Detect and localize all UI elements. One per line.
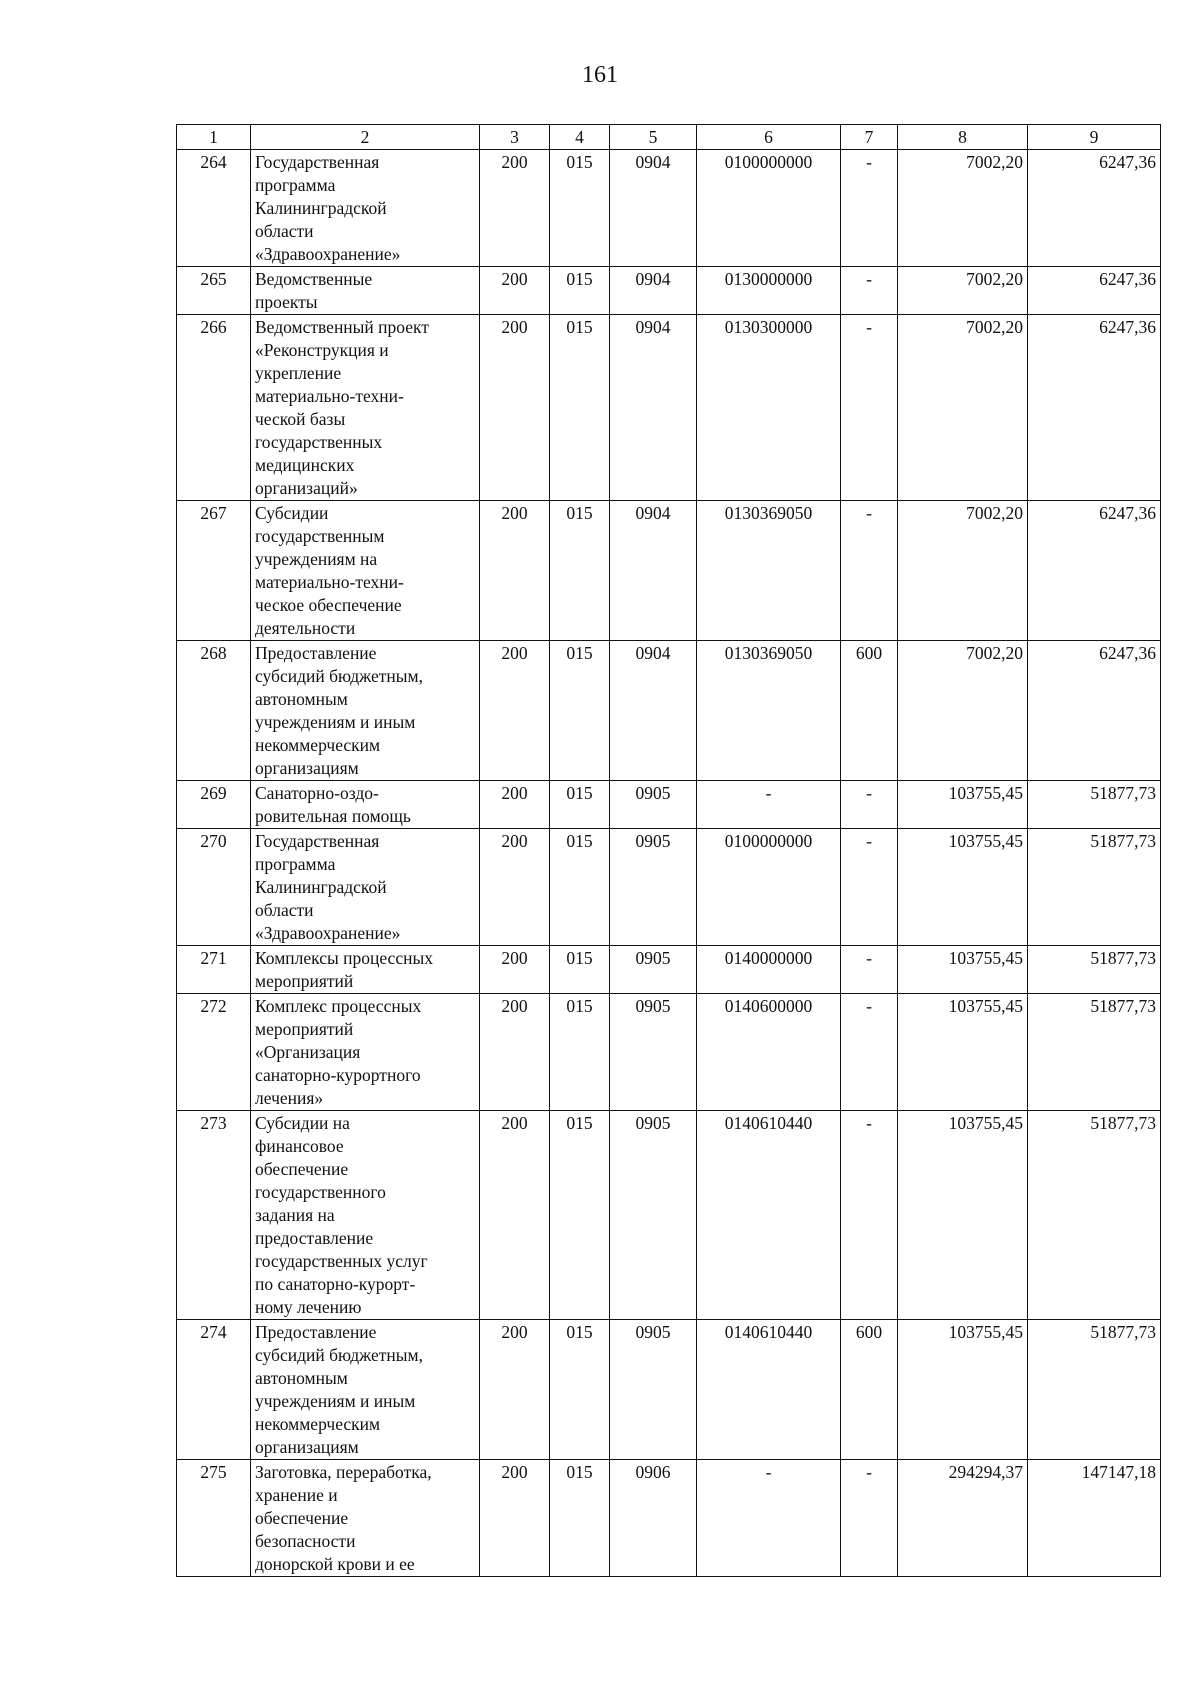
row-name-line: по санаторно-курорт- — [255, 1274, 416, 1294]
row-name — [251, 1111, 480, 1320]
cell-col-4: 015 — [550, 641, 610, 781]
table-row — [177, 501, 1161, 641]
cell-col-3: 200 — [480, 946, 550, 994]
row-name — [251, 641, 480, 781]
cell-col-7: - — [841, 1460, 898, 1577]
row-number: 267 — [177, 501, 251, 641]
row-name-line: финансовое — [255, 1136, 344, 1156]
row-name-line: Субсидии — [255, 503, 329, 523]
cell-col-5: 0904 — [610, 641, 697, 781]
cell-col-3: 200 — [480, 1320, 550, 1460]
cell-col-7: - — [841, 994, 898, 1111]
row-name-line: «Здравоохранение» — [255, 923, 401, 943]
cell-col-4: 015 — [550, 1111, 610, 1320]
row-name — [251, 829, 480, 946]
row-name-line: «Реконструкция и — [255, 340, 389, 360]
cell-col-9: 6247,36 — [1028, 150, 1161, 267]
page-number: 161 — [582, 62, 618, 88]
cell-col-4: 015 — [550, 150, 610, 267]
row-number: 265 — [177, 267, 251, 315]
row-number: 269 — [177, 781, 251, 829]
col-header-3: 3 — [480, 125, 550, 150]
cell-col-8: 7002,20 — [898, 501, 1028, 641]
cell-col-3: 200 — [480, 829, 550, 946]
row-name-line: задания на — [255, 1205, 335, 1225]
cell-col-6: 0130300000 — [697, 315, 841, 501]
table-row — [177, 315, 1161, 501]
col-header-8: 8 — [898, 125, 1028, 150]
row-name-line: некоммерческим — [255, 735, 381, 755]
cell-col-5: 0906 — [610, 1460, 697, 1577]
row-name-line: безопасности — [255, 1531, 356, 1551]
cell-col-9: 51877,73 — [1028, 946, 1161, 994]
col-header-6: 6 — [697, 125, 841, 150]
col-header-9: 9 — [1028, 125, 1161, 150]
row-number: 264 — [177, 150, 251, 267]
row-name-line: Комплекс процессных — [255, 996, 422, 1016]
row-name-line: Предоставление — [255, 1322, 377, 1342]
row-name-line: Санаторно-оздо- — [255, 783, 379, 803]
table-row — [177, 641, 1161, 781]
cell-col-3: 200 — [480, 1460, 550, 1577]
row-name-line: программа — [255, 175, 336, 195]
row-name-line: Государственная — [255, 152, 380, 172]
cell-col-7: - — [841, 501, 898, 641]
cell-col-3: 200 — [480, 267, 550, 315]
row-name-line: Предоставление — [255, 643, 377, 663]
table-row — [177, 781, 1161, 829]
cell-col-3: 200 — [480, 501, 550, 641]
cell-col-8: 7002,20 — [898, 267, 1028, 315]
row-name-line: Комплексы процессных — [255, 948, 433, 968]
cell-col-3: 200 — [480, 1111, 550, 1320]
cell-col-5: 0904 — [610, 267, 697, 315]
cell-col-4: 015 — [550, 781, 610, 829]
row-name-line: материально-техни- — [255, 386, 404, 406]
col-header-4: 4 — [550, 125, 610, 150]
row-name-line: Калининградской — [255, 877, 387, 897]
row-name-line: организациям — [255, 1437, 359, 1457]
cell-col-9: 6247,36 — [1028, 641, 1161, 781]
cell-col-7: - — [841, 315, 898, 501]
table-row — [177, 1320, 1161, 1460]
cell-col-9: 51877,73 — [1028, 781, 1161, 829]
row-name-line: Заготовка, переработка, — [255, 1462, 432, 1482]
cell-col-4: 015 — [550, 829, 610, 946]
row-name — [251, 267, 480, 315]
cell-col-9: 147147,18 — [1028, 1460, 1161, 1577]
row-name-line: предоставление — [255, 1228, 374, 1248]
row-name — [251, 315, 480, 501]
table-row — [177, 267, 1161, 315]
row-name-line: ровительная помощь — [255, 806, 411, 826]
cell-col-6: 0140610440 — [697, 1320, 841, 1460]
row-name-line: донорской крови и ее — [255, 1554, 415, 1574]
row-name-line: организаций» — [255, 478, 358, 498]
cell-col-7: - — [841, 781, 898, 829]
row-name-line: автономным — [255, 1368, 348, 1388]
cell-col-8: 103755,45 — [898, 829, 1028, 946]
cell-col-5: 0904 — [610, 315, 697, 501]
row-name-line: государственных — [255, 432, 383, 452]
cell-col-6: 0130369050 — [697, 501, 841, 641]
header-row — [177, 125, 1161, 150]
cell-col-8: 7002,20 — [898, 315, 1028, 501]
table-row — [177, 1460, 1161, 1577]
col-header-7: 7 — [841, 125, 898, 150]
cell-col-8: 103755,45 — [898, 994, 1028, 1111]
cell-col-3: 200 — [480, 781, 550, 829]
cell-col-7: - — [841, 150, 898, 267]
cell-col-6: 0140610440 — [697, 1111, 841, 1320]
row-name-line: субсидий бюджетным, — [255, 666, 423, 686]
row-name-line: проекты — [255, 292, 318, 312]
cell-col-4: 015 — [550, 267, 610, 315]
table-row — [177, 150, 1161, 267]
cell-col-6: 0130369050 — [697, 641, 841, 781]
row-number: 275 — [177, 1460, 251, 1577]
row-name-line: укрепление — [255, 363, 342, 383]
cell-col-8: 103755,45 — [898, 946, 1028, 994]
row-name — [251, 1320, 480, 1460]
row-name-line: медицинских — [255, 455, 355, 475]
cell-col-6: 0140600000 — [697, 994, 841, 1111]
cell-col-6: - — [697, 1460, 841, 1577]
row-name-line: материально-техни- — [255, 572, 404, 592]
row-name-line: некоммерческим — [255, 1414, 381, 1434]
row-name-line: государственных услуг — [255, 1251, 428, 1271]
cell-col-5: 0905 — [610, 1320, 697, 1460]
row-name-line: учреждениям и иным — [255, 1391, 416, 1411]
row-name-line: ному лечению — [255, 1297, 362, 1317]
cell-col-3: 200 — [480, 315, 550, 501]
row-name-line: организациям — [255, 758, 359, 778]
row-name-line: программа — [255, 854, 336, 874]
cell-col-5: 0905 — [610, 781, 697, 829]
cell-col-4: 015 — [550, 1320, 610, 1460]
row-number: 274 — [177, 1320, 251, 1460]
cell-col-9: 51877,73 — [1028, 1111, 1161, 1320]
row-name-line: ческой базы — [255, 409, 346, 429]
cell-col-3: 200 — [480, 150, 550, 267]
cell-col-6: 0100000000 — [697, 829, 841, 946]
row-name — [251, 150, 480, 267]
cell-col-4: 015 — [550, 994, 610, 1111]
cell-col-5: 0904 — [610, 150, 697, 267]
row-name-line: «Здравоохранение» — [255, 244, 401, 264]
cell-col-5: 0905 — [610, 994, 697, 1111]
row-name-line: Ведомственный проект — [255, 317, 429, 337]
cell-col-8: 7002,20 — [898, 150, 1028, 267]
row-name-line: Государственная — [255, 831, 380, 851]
cell-col-9: 6247,36 — [1028, 267, 1161, 315]
row-name-line: Субсидии на — [255, 1113, 350, 1133]
cell-col-5: 0904 — [610, 501, 697, 641]
row-name-line: Калининградской — [255, 198, 387, 218]
row-number: 268 — [177, 641, 251, 781]
cell-col-9: 51877,73 — [1028, 994, 1161, 1111]
row-name-line: учреждениям на — [255, 549, 378, 569]
row-number: 271 — [177, 946, 251, 994]
row-name-line: деятельности — [255, 618, 356, 638]
cell-col-7: 600 — [841, 1320, 898, 1460]
row-name — [251, 994, 480, 1111]
row-number: 272 — [177, 994, 251, 1111]
row-name-line: хранение и — [255, 1485, 338, 1505]
row-name-line: обеспечение — [255, 1508, 349, 1528]
cell-col-6: - — [697, 781, 841, 829]
cell-col-6: 0130000000 — [697, 267, 841, 315]
row-name — [251, 946, 480, 994]
row-name — [251, 781, 480, 829]
cell-col-7: - — [841, 1111, 898, 1320]
cell-col-7: 600 — [841, 641, 898, 781]
row-name-line: мероприятий — [255, 1019, 354, 1039]
row-name-line: автономным — [255, 689, 348, 709]
cell-col-7: - — [841, 267, 898, 315]
col-header-2: 2 — [251, 125, 480, 150]
row-number: 273 — [177, 1111, 251, 1320]
table-row — [177, 994, 1161, 1111]
cell-col-7: - — [841, 829, 898, 946]
cell-col-8: 103755,45 — [898, 1111, 1028, 1320]
table-row — [177, 1111, 1161, 1320]
row-name-line: государственным — [255, 526, 385, 546]
row-name — [251, 501, 480, 641]
cell-col-3: 200 — [480, 641, 550, 781]
cell-col-8: 7002,20 — [898, 641, 1028, 781]
row-name — [251, 1460, 480, 1577]
row-name-line: Ведомственные — [255, 269, 373, 289]
table-row — [177, 829, 1161, 946]
cell-col-6: 0100000000 — [697, 150, 841, 267]
budget-table — [176, 124, 1161, 1577]
cell-col-4: 015 — [550, 1460, 610, 1577]
cell-col-4: 015 — [550, 946, 610, 994]
cell-col-3: 200 — [480, 994, 550, 1111]
cell-col-4: 015 — [550, 501, 610, 641]
col-header-5: 5 — [610, 125, 697, 150]
col-header-1: 1 — [177, 125, 251, 150]
cell-col-8: 103755,45 — [898, 1320, 1028, 1460]
cell-col-7: - — [841, 946, 898, 994]
cell-col-5: 0905 — [610, 946, 697, 994]
row-number: 266 — [177, 315, 251, 501]
row-name-line: ческое обеспечение — [255, 595, 402, 615]
cell-col-9: 51877,73 — [1028, 829, 1161, 946]
row-name-line: обеспечение — [255, 1159, 349, 1179]
row-name-line: учреждениям и иным — [255, 712, 416, 732]
row-name-line: области — [255, 900, 314, 920]
cell-col-5: 0905 — [610, 1111, 697, 1320]
cell-col-6: 0140000000 — [697, 946, 841, 994]
row-name-line: государственного — [255, 1182, 386, 1202]
cell-col-9: 6247,36 — [1028, 315, 1161, 501]
cell-col-4: 015 — [550, 315, 610, 501]
table-row — [177, 946, 1161, 994]
row-name-line: субсидий бюджетным, — [255, 1345, 423, 1365]
cell-col-8: 294294,37 — [898, 1460, 1028, 1577]
row-number: 270 — [177, 829, 251, 946]
row-name-line: санаторно-курортного — [255, 1065, 421, 1085]
row-name-line: «Организация — [255, 1042, 361, 1062]
row-name-line: мероприятий — [255, 971, 354, 991]
cell-col-8: 103755,45 — [898, 781, 1028, 829]
cell-col-9: 6247,36 — [1028, 501, 1161, 641]
row-name-line: области — [255, 221, 314, 241]
cell-col-9: 51877,73 — [1028, 1320, 1161, 1460]
cell-col-5: 0905 — [610, 829, 697, 946]
row-name-line: лечения» — [255, 1088, 324, 1108]
